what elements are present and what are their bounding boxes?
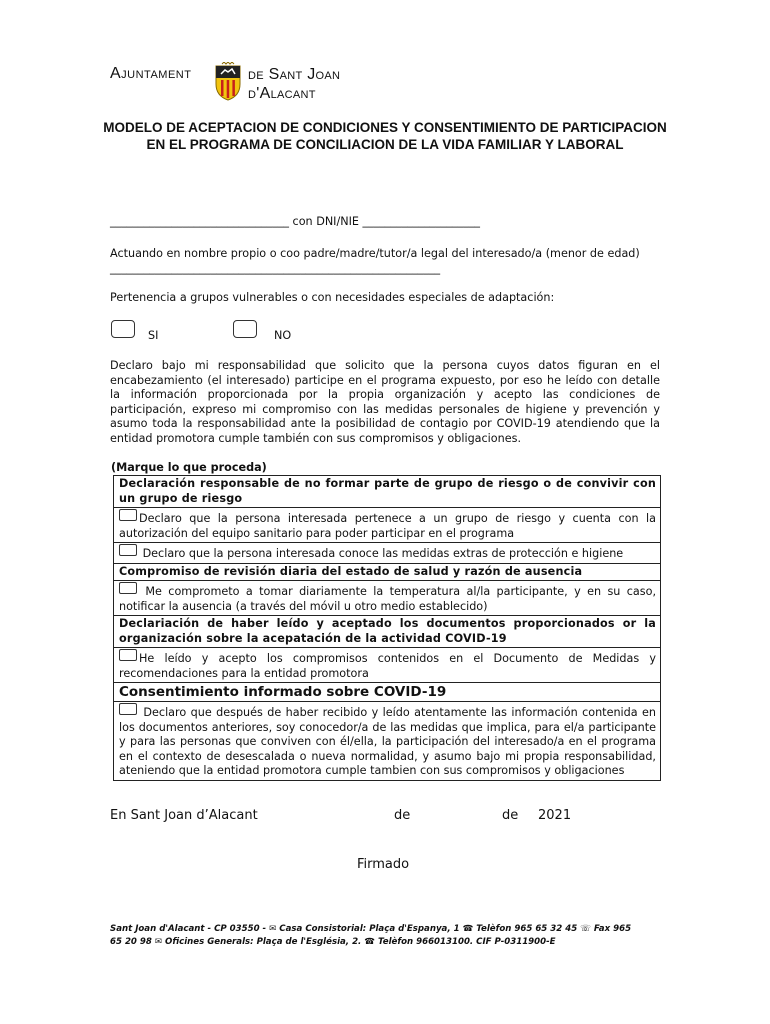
table-header-risk-group: Declaración responsable de no formar parte de grupo de riesgo o de convivir con un grupo de riesgo — [114, 476, 660, 508]
dni-line: ________________________________ con DNI/NIE _____________________ — [110, 215, 481, 228]
mark-instruction: (Marque lo que proceda) — [111, 461, 267, 474]
declarations-table — [113, 475, 661, 781]
signed-label: Firmado — [357, 857, 410, 872]
vulnerable-question: Pertenencia a grupos vulnerables o con necesidades especiales de adaptación: — [110, 291, 555, 304]
row-text-risk-group: Declaro que la persona interesada pertenece a un grupo de riesgo y cuenta con la autorización del equipo sanitario para poder participar en el programa — [119, 512, 656, 540]
table-row — [114, 581, 660, 616]
signature-year: 2021 — [538, 808, 572, 823]
table-row — [114, 648, 660, 683]
row-text-consent: Declaro que después de haber recibido y leído atentamente las información contenida en los documentos anteriores, soy conocedor/a de las medidas que implica, para el/a participante y para las personas que conviven con él/ella, la participación del interesado/a en el programa en el contexto de desescalada o nueva normalidad, y asumo bajo mi propia responsabilidad, ateniendo que la entidad promotora cumple tambien con sus compromisos y obligaciones — [119, 706, 656, 777]
documents-checkbox[interactable] — [119, 649, 137, 661]
table-header-daily-review: Compromiso de revisión diaria del estado de salud y razón de ausencia — [114, 564, 660, 582]
temperature-checkbox[interactable] — [119, 582, 137, 594]
hygiene-checkbox[interactable] — [119, 544, 137, 556]
table-row — [114, 543, 660, 564]
consent-checkbox[interactable] — [119, 703, 137, 715]
footer-line1: Sant Joan d'Alacant - CP 03550 - ✉ Casa Consistorial: Plaça d'Espanya, 1 ☎ Telèfon 965 65 32 45 ☏ Fax 965 — [110, 924, 632, 934]
signature-de-2: de — [502, 808, 519, 823]
acting-line: Actuando en nombre propio o coo padre/madre/tutor/a legal del interesado/a (menor de edad) ___________________________________________________________ — [110, 247, 640, 275]
coat-of-arms-icon — [213, 62, 243, 102]
table-row — [114, 702, 660, 780]
org-name-left — [110, 65, 191, 83]
org-left-text: Ajuntament — [110, 65, 192, 82]
risk-group-checkbox[interactable] — [119, 509, 137, 521]
si-label: SI — [148, 329, 159, 342]
org-right-line1: de Sant Joan — [248, 66, 341, 83]
no-label: NO — [274, 329, 292, 342]
signature-de-1: de — [394, 808, 411, 823]
footer-line2: 65 20 98 ✉ Oficines Generals: Plaça de l'Església, 2. ☎ Telèfon 966013100. CIF P-0311900-E — [110, 937, 556, 947]
table-header-documents: Declariación de haber leído y aceptado los documentos proporcionados or la organización sobre la acepatación de la actividad COVID-19 — [114, 616, 660, 648]
org-right-line2: d'Alacant — [248, 85, 316, 102]
row-text-documents: He leído y acepto los compromisos contenidos en el Documento de Medidas y recomendaciones para la entidad promotora — [119, 652, 656, 680]
no-checkbox[interactable] — [233, 320, 257, 338]
document-title: MODELO DE ACEPTACION DE CONDICIONES Y CONSENTIMIENTO DE PARTICIPACION EN EL PROGRAMA DE CONCILIACION DE LA VIDA FAMILIAR Y LABORAL — [103, 120, 667, 152]
signature-place: En Sant Joan d’Alacant — [110, 808, 258, 823]
table-header-consent: Consentimiento informado sobre COVID-19 — [114, 683, 660, 702]
table-row — [114, 508, 660, 543]
si-checkbox[interactable] — [111, 320, 135, 338]
row-text-temperature: Me comprometo a tomar diariamente la temperatura al/la participante, y en su caso, notificar la ausencia (a través del móvil u otro medio establecido) — [119, 585, 656, 613]
footer-address — [110, 923, 660, 949]
declaration-paragraph: Declaro bajo mi responsabilidad que solicito que la persona cuyos datos figuran en el encabezamiento (el interesado) participe en el programa expuesto, por eso he leído con detalle la información proporcionada por la propia organización y acepto las condiciones de participación, expreso mi compromiso con las medidas personales de higiene y prevención y asumo toda la responsabilidad ante la posibilidad de contagio por COVID-19 atendiendo que la entidad promotora cumple también con sus compromisos y obligaciones. — [110, 359, 660, 445]
row-text-hygiene: Declaro que la persona interesada conoce las medidas extras de protección e higiene — [142, 547, 624, 560]
org-name-right — [248, 65, 340, 103]
